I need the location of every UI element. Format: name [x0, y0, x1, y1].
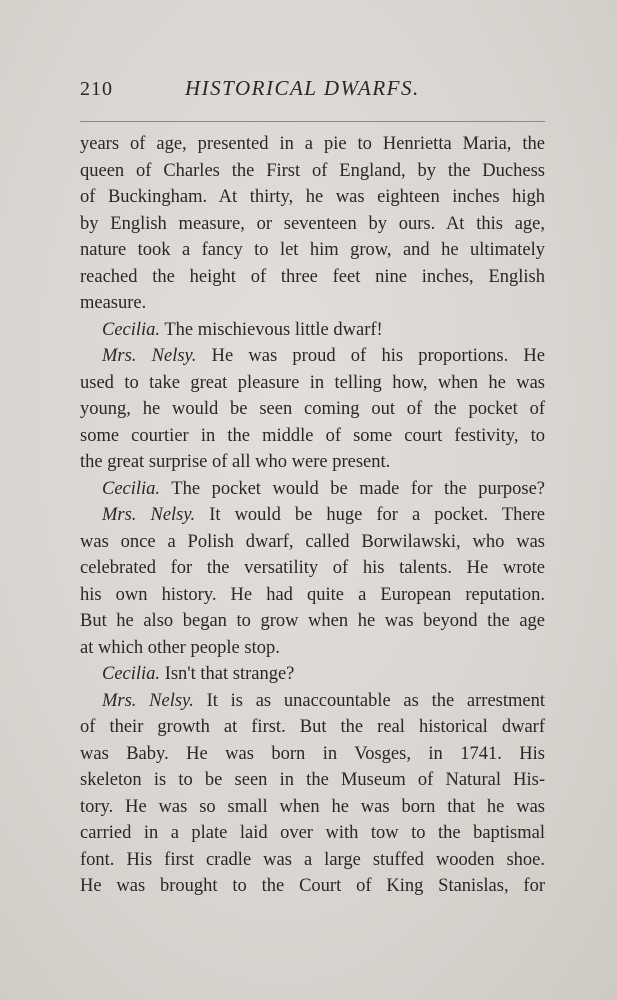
text-line — [80, 264, 545, 291]
text-line — [80, 211, 545, 238]
line-text: his own history. He had quite a European reputation. — [80, 584, 545, 605]
text-line — [80, 873, 545, 900]
line-text: celebrated for the versatility of his talents. He wrote — [80, 558, 545, 578]
line-text: the great surprise of all who were present. — [80, 452, 391, 472]
text-line — [80, 635, 545, 662]
text-line — [80, 847, 545, 874]
line-text: He was proud of his proportions. He — [196, 346, 546, 366]
text-line — [80, 608, 545, 635]
line-text: of their growth at first. But the real historical dwarf — [80, 717, 545, 737]
line-text: at which other people stop. — [80, 637, 280, 658]
text-line — [80, 343, 545, 370]
page-header — [80, 76, 545, 106]
line-text: queen of Charles the First of England, by the Duchess — [80, 160, 545, 181]
line-text: skeleton is to be seen in the Museum of Natural His- — [80, 770, 545, 790]
line-text: It would be huge for a pocket. There — [195, 505, 545, 525]
line-text: Isn't that strange? — [160, 664, 295, 684]
line-text: used to take great pleasure in telling how, when he was — [80, 372, 545, 393]
speaker-name: Cecilia. — [102, 478, 161, 499]
line-text: He was brought to the Court of King Stanislas, for — [80, 876, 545, 896]
text-line — [80, 396, 545, 423]
text-line — [80, 794, 545, 821]
line-text: The pocket would be made for the purpose? — [160, 478, 545, 499]
speaker-name: Cecilia. — [102, 664, 161, 684]
line-text: tory. He was so small when he was born that he was — [80, 796, 545, 817]
line-text: was Baby. He was born in Vosges, in 1741. His — [80, 743, 545, 764]
line-text: The mischievous little dwarf! — [160, 319, 383, 340]
text-line — [80, 661, 545, 688]
speaker-name: Mrs. Nelsy. — [102, 505, 196, 525]
line-text: of Buckingham. At thirty, he was eighteen inches high — [80, 187, 545, 207]
page-number: 210 — [80, 78, 113, 100]
text-line — [80, 529, 545, 556]
line-text: font. His first cradle was a large stuffed wooden shoe. — [80, 849, 545, 870]
text-line — [80, 476, 545, 503]
body-text — [80, 131, 545, 900]
text-line — [80, 688, 545, 715]
text-line — [80, 131, 545, 158]
text-line — [80, 555, 545, 582]
text-line — [80, 423, 545, 450]
line-text: carried in a plate laid over with tow to the baptismal — [80, 823, 545, 843]
text-line — [80, 582, 545, 609]
speaker-name: Mrs. Nelsy. — [102, 346, 197, 366]
text-line — [80, 820, 545, 847]
line-text: years of age, presented in a pie to Henrietta Maria, the — [80, 134, 545, 154]
text-line — [80, 317, 545, 344]
line-text: It is as unaccountable as the arrestment — [193, 690, 545, 711]
text-line — [80, 184, 545, 211]
text-line — [80, 714, 545, 741]
line-text: was once a Polish dwarf, called Borwilawski, who was — [80, 531, 545, 552]
speaker-name: Mrs. Nelsy. — [102, 690, 194, 711]
text-line — [80, 290, 545, 317]
text-line — [80, 767, 545, 794]
line-text: But he also began to grow when he was beyond the age — [80, 611, 545, 631]
line-text: by English measure, or seventeen by ours. At this age, — [80, 213, 545, 234]
text-line — [80, 741, 545, 768]
speaker-name: Cecilia. — [102, 319, 161, 340]
line-text: measure. — [80, 293, 147, 313]
text-line — [80, 449, 545, 476]
header-rule — [80, 121, 545, 122]
line-text: some courtier in the middle of some court festivity, to — [80, 425, 545, 446]
text-line — [80, 370, 545, 397]
text-line — [80, 158, 545, 185]
line-text: young, he would be seen coming out of the pocket of — [80, 399, 545, 419]
running-title: HISTORICAL DWARFS. — [185, 76, 420, 100]
text-line — [80, 237, 545, 264]
line-text: nature took a fancy to let him grow, and he ultimately — [80, 240, 545, 260]
text-line — [80, 502, 545, 529]
line-text: reached the height of three feet nine inches, English — [80, 266, 545, 287]
